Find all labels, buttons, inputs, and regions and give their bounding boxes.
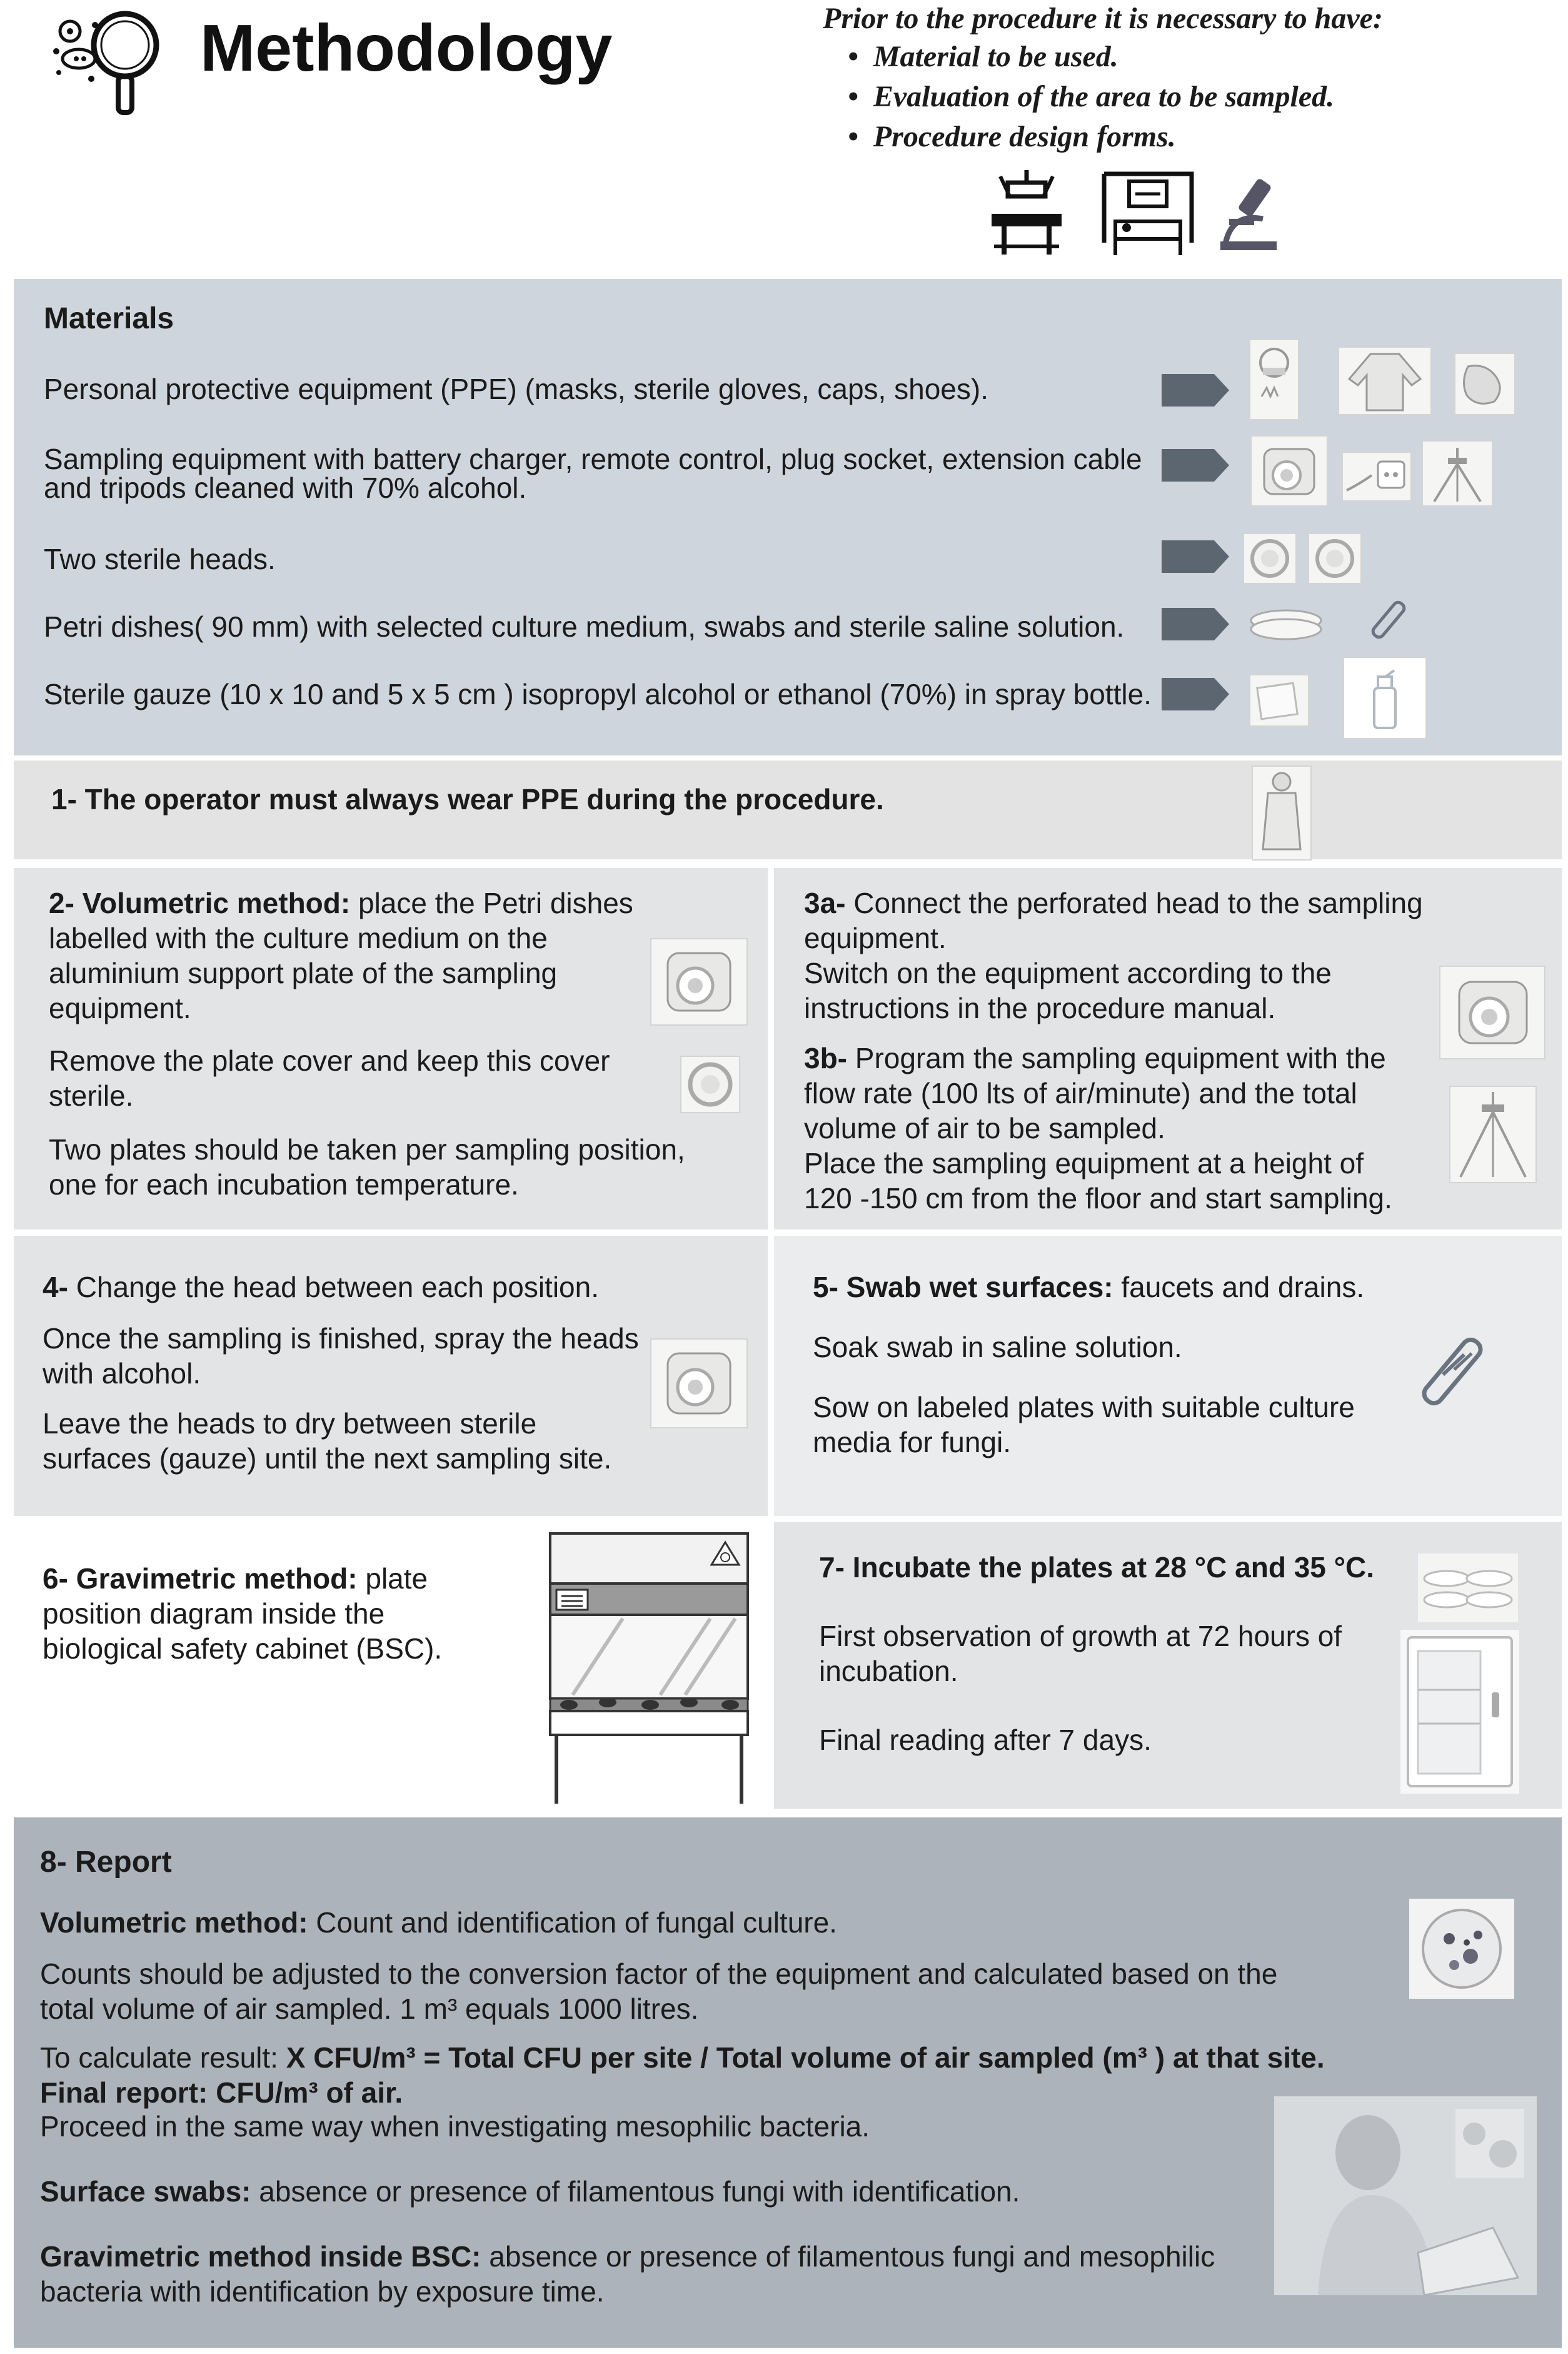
report-proceed: Proceed in the same way when investigating mesophilic bacteria. <box>40 2110 870 2143</box>
report-counts-line-2: total volume of air sampled. 1 m³ equals 1000 litres. <box>40 1993 699 2025</box>
fungal-culture-icon <box>1409 1899 1514 1999</box>
step-4-panel <box>14 1236 768 1516</box>
report-gravimetric-lead: Gravimetric method inside BSC: <box>40 2240 481 2273</box>
step-2-panel <box>14 868 768 1230</box>
page-title: Methodology <box>200 11 613 85</box>
prior-heading: Prior to the procedure it is necessary to have: <box>823 2 1383 35</box>
gowned-operator-icon <box>1252 765 1312 861</box>
operating-table-icon <box>983 170 1070 258</box>
step-2-lead: 2- Volumetric method: <box>49 887 351 919</box>
step-3a-line-2: equipment. <box>804 922 947 954</box>
report-gravimetric-line-2: bacteria with identification by exposure time. <box>40 2275 605 2308</box>
report-gravimetric-line-1: Gravimetric method inside BSC: absence or presence of filamentous fungi and mesophilic <box>40 2240 1215 2273</box>
step-2-p2-line-2: sterile. <box>49 1079 134 1112</box>
step-2-line-3: aluminium support plate of the sampling <box>49 957 558 989</box>
step-3b-line-3: volume of air to be sampled. <box>804 1112 1165 1144</box>
step-3a-line-1: 3a- Connect the perforated head to the sampling <box>804 887 1423 919</box>
step-4-p3-line-2: surfaces (gauze) until the next sampling site. <box>43 1442 612 1475</box>
sampler-device-icon <box>650 1338 748 1428</box>
sampler-device-icon <box>1250 435 1328 507</box>
researcher-laptop-image <box>1274 2096 1537 2295</box>
step-2-line-4: equipment. <box>49 992 191 1024</box>
gauze-icon <box>1249 674 1309 727</box>
report-counts-line-1: Counts should be adjusted to the conversion factor of the equipment and calculated based on the <box>40 1957 1278 1990</box>
tripod-icon <box>1449 1086 1537 1183</box>
step-5-line-1: 5- Swab wet surfaces: faucets and drains. <box>813 1271 1365 1303</box>
step-5-p3-line-2: media for fungi. <box>813 1426 1012 1458</box>
step-7-p3: Final reading after 7 days. <box>819 1724 1152 1756</box>
step-1-text: 1- The operator must always wear PPE during the procedure. <box>51 783 884 816</box>
materials-item-petri: Petri dishes( 90 mm) with selected culture medium, swabs and sterile saline solution. <box>44 610 1125 643</box>
patient-room-icon <box>1098 168 1198 261</box>
swab-tube-icon <box>1407 1330 1494 1417</box>
step-3a-lead: 3a- <box>804 887 846 919</box>
step-3b-lead: 3b- <box>804 1042 847 1074</box>
microscope-icon <box>1210 175 1285 256</box>
step-5-lead: 5- Swab wet surfaces: <box>813 1271 1113 1303</box>
bsc-diagram <box>548 1531 750 1806</box>
step-3-panel <box>774 868 1562 1230</box>
step-8-heading: 8- Report <box>40 1846 172 1879</box>
petri-dish-icon <box>1247 604 1325 644</box>
step-4-p2-line-1: Once the sampling is finished, spray the heads <box>43 1322 639 1355</box>
step-6-line-1: 6- Gravimetric method: plate <box>43 1562 428 1595</box>
step-7-heading: 7- Incubate the plates at 28 °C and 35 °C. <box>819 1551 1375 1584</box>
step-1-panel <box>14 760 1562 859</box>
materials-item-gauze: Sterile gauze (10 x 10 and 5 x 5 cm ) isopropyl alcohol or ethanol (70%) in spray bottle. <box>44 678 1152 710</box>
report-formula: X CFU/m³ = Total CFU per site / Total volume of air sampled (m³ ) at that site. <box>286 2041 1325 2074</box>
sampler-device-icon <box>1439 966 1545 1059</box>
prior-item-2: • Evaluation of the area to be sampled. <box>848 80 1335 113</box>
prior-item-3: • Procedure design forms. <box>848 120 1176 153</box>
step-6-line-2: position diagram inside the <box>43 1597 385 1630</box>
step-8-panel <box>14 1817 1562 2348</box>
report-volumetric: Volumetric method: Count and identification of fungal culture. <box>40 1906 837 1939</box>
report-volumetric-lead: Volumetric method: <box>40 1906 308 1939</box>
tripod-icon <box>1422 440 1493 507</box>
plug-socket-icon <box>1342 452 1412 502</box>
step-3b-line-5: 120 -150 cm from the floor and start sampling. <box>804 1182 1392 1215</box>
step-2-line-2: labelled with the culture medium on the <box>49 922 548 954</box>
arrow-icon <box>1162 374 1229 407</box>
step-2-line-1: 2- Volumetric method: place the Petri dishes <box>49 887 633 919</box>
materials-item-equipment-1: Sampling equipment with battery charger, remote control, plug socket, extension cable <box>44 443 1142 475</box>
gown-icon <box>1338 346 1432 415</box>
report-swabs-lead: Surface swabs: <box>40 2175 251 2208</box>
step-3b-line-1: 3b- Program the sampling equipment with the <box>804 1042 1386 1074</box>
step-4-line-1: 4- Change the head between each position. <box>43 1271 599 1303</box>
step-7-p2-line-2: incubation. <box>819 1655 958 1687</box>
mask-gloves-icon <box>1249 339 1299 420</box>
step-5-p3-line-1: Sow on labeled plates with suitable culture <box>813 1391 1355 1423</box>
materials-item-ppe: Personal protective equipment (PPE) (masks, sterile gloves, caps, shoes). <box>44 373 988 405</box>
step-6-lead: 6- Gravimetric method: <box>43 1562 358 1595</box>
step-6-panel <box>14 1522 768 1809</box>
step-3a-line-4: instructions in the procedure manual. <box>804 992 1276 1024</box>
materials-panel <box>14 279 1562 755</box>
step-5-panel <box>774 1236 1562 1516</box>
step-6-line-3: biological safety cabinet (BSC). <box>43 1632 443 1665</box>
petri-stack-icon <box>1418 1553 1518 1622</box>
step-5-p2: Soak swab in saline solution. <box>813 1331 1182 1363</box>
prior-item-1: • Material to be used. <box>848 40 1118 73</box>
sterile-head-icon <box>1243 533 1297 584</box>
report-swabs: Surface swabs: absence or presence of filamentous fungi with identification. <box>40 2175 1020 2208</box>
incubator-icon <box>1400 1630 1519 1794</box>
magnifier-bacteria-icon <box>49 6 168 116</box>
materials-item-heads: Two sterile heads. <box>44 543 276 575</box>
report-final: Final report: CFU/m³ of air. <box>40 2076 403 2109</box>
step-2-p3-line-1: Two plates should be taken per sampling position, <box>49 1133 685 1166</box>
step-4-p3-line-1: Leave the heads to dry between sterile <box>43 1407 537 1440</box>
step-4-p2-line-2: with alcohol. <box>43 1357 201 1390</box>
step-7-panel <box>774 1522 1562 1809</box>
step-3b-line-2: flow rate (100 lts of air/minute) and the total <box>804 1077 1357 1109</box>
swab-tube-icon <box>1362 597 1412 647</box>
step-2-p2-line-1: Remove the plate cover and keep this cover <box>49 1044 610 1077</box>
shoe-cover-icon <box>1454 353 1515 415</box>
sterile-head-icon <box>1308 533 1362 584</box>
step-4-lead: 4- <box>43 1271 68 1303</box>
materials-heading: Materials <box>44 302 174 335</box>
step-7-p2-line-1: First observation of growth at 72 hours of <box>819 1620 1342 1652</box>
report-calc: To calculate result: X CFU/m³ = Total CFU per site / Total volume of air sampled (m³ ) at that site. <box>40 2041 1325 2074</box>
step-3b-line-4: Place the sampling equipment at a height of <box>804 1147 1364 1180</box>
materials-item-equipment-2: and tripods cleaned with 70% alcohol. <box>44 472 527 504</box>
sterile-head-icon <box>680 1056 740 1113</box>
arrow-icon <box>1162 678 1229 710</box>
spray-bottle-icon <box>1343 657 1427 739</box>
arrow-icon <box>1162 608 1229 640</box>
step-2-p3-line-2: one for each incubation temperature. <box>49 1168 519 1201</box>
step-3a-line-3: Switch on the equipment according to the <box>804 957 1332 989</box>
arrow-icon <box>1162 540 1229 573</box>
arrow-icon <box>1162 449 1229 482</box>
sampler-device-icon <box>650 938 748 1026</box>
